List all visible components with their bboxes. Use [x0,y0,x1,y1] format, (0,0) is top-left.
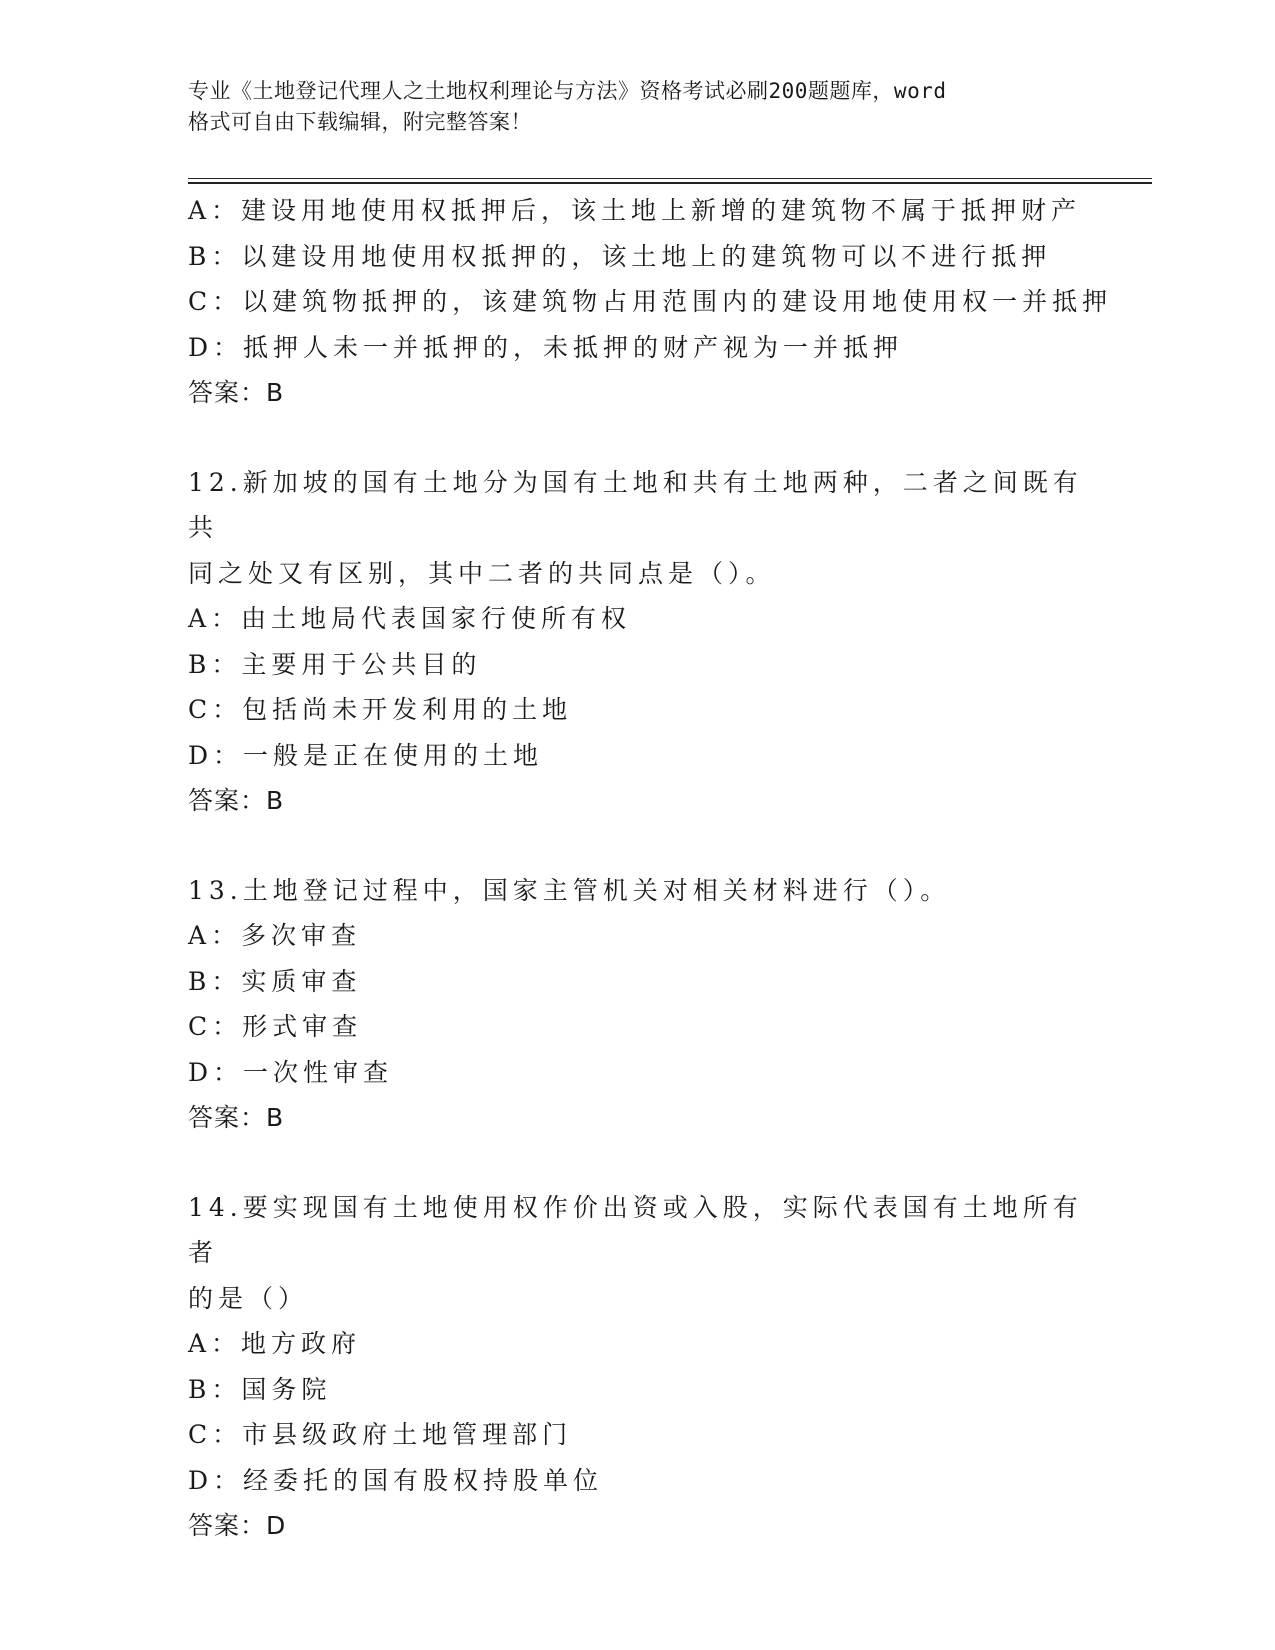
header-line-2: 格式可自由下载编辑，附完整答案！ [188,110,532,134]
option-a: A：多次审查 [188,921,362,950]
answer-value: B [266,378,285,407]
question-block-12 [188,460,1108,824]
option-a: A：建设用地使用权抵押后，该土地上新增的建筑物不属于抵押财产 [188,196,1082,225]
answer-label: 答案： [188,1511,267,1540]
option-d: D：抵押人未一并抵押的，未抵押的财产视为一并抵押 [188,332,904,362]
option-d: D：一般是正在使用的土地 [188,740,544,770]
question-content [188,188,1113,1549]
question-stem [188,868,1088,914]
header-line-1: 专业《土地登记代理人之土地权利理论与方法》资格考试必刷200题题库，word [188,79,947,103]
option-d: D：经委托的国有股权持股单位 [188,1465,604,1495]
option-b: B：国务院 [188,1374,332,1404]
question-stem-line-2: 同之处又有区别，其中二者的共同点是（）。 [188,558,776,588]
question-block-13 [188,868,1108,1141]
answer-label: 答案： [188,1103,267,1132]
question-stem [188,1185,1088,1322]
option-a: A：地方政府 [188,1329,362,1358]
answer-label: 答案： [188,378,267,407]
question-stem-line-2: 的是（） [188,1283,309,1313]
answer-value: B [266,1103,285,1132]
option-c: C：以建筑物抵押的，该建筑物占用范围内的建设用地使用权一并抵押 [188,287,1113,316]
answer-line [188,778,1108,824]
answer-line [188,370,1108,416]
answer-label: 答案： [188,786,267,815]
answer-line [188,1095,1108,1141]
option-b: B：主要用于公共目的 [188,649,482,679]
option-b: B：实质审查 [188,966,362,996]
answer-value: D [266,1511,287,1540]
question-block-11 [188,188,1113,416]
option-b: B：以建设用地使用权抵押的，该土地上的建筑物可以不进行抵押 [188,241,1052,271]
option-c: C：市县级政府土地管理部门 [188,1420,573,1449]
question-stem-line-1: 14.要实现国有土地使用权作价出资或入股，实际代表国有土地所有者 [188,1192,1083,1267]
option-d: D：一次性审查 [188,1057,394,1087]
question-stem [188,460,1088,597]
option-c: C：形式审查 [188,1012,363,1041]
option-a: A：由土地局代表国家行使所有权 [188,604,632,633]
document-header [188,76,1068,138]
header-rule-thin [188,178,1152,179]
question-stem-line-1: 13.土地登记过程中，国家主管机关对相关材料进行（）。 [188,875,951,905]
header-rule-thick [188,182,1152,184]
answer-value: B [266,786,285,815]
question-block-14 [188,1185,1108,1549]
option-c: C：包括尚未开发利用的土地 [188,695,573,724]
question-stem-line-1: 12.新加坡的国有土地分为国有土地和共有土地两种，二者之间既有共 [188,467,1083,542]
answer-line [188,1503,1108,1549]
